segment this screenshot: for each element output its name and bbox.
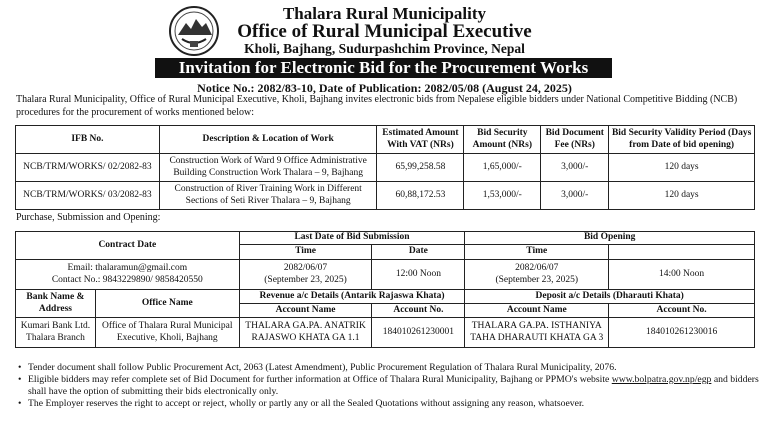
submission-date-bs: 2082/06/07 [283, 263, 328, 273]
revenue-header: Revenue a/c Details (Antarik Rajaswa Khata) [239, 290, 465, 304]
office-name-header: Office Name [95, 290, 239, 318]
deposit-header: Deposit a/c Details (Dharauti Khata) [465, 290, 755, 304]
ifb-no: NCB/TRM/WORKS/ 02/2082-83 [16, 154, 160, 182]
bid-security: 1,65,000/- [464, 154, 541, 182]
opening-date [465, 260, 609, 290]
work-description: Construction Work of Ward 9 Office Administrative Building Construction Work Thalara – 9, Bajhang [159, 154, 377, 182]
note-text: Eligible bidders may refer complete set of Bid Document for further information at Office of Thalara Rural Municipality, Bajhang or PPMO's website [28, 374, 610, 385]
contact-phone: Contact No.: 9843229890/ 9858420550 [51, 274, 203, 285]
office-name: Office of Rural Municipal Executive [237, 21, 532, 42]
last-date-header: Last Date of Bid Submission [239, 232, 465, 245]
intro-paragraph: Thalara Rural Municipality, Office of Rural Municipal Executive, Kholi, Bajhang invites electronic bids from Nepalese eligible bidders under National Competitive Bidding (NCB) procedures for the procurement of works mentioned below: [16, 94, 738, 118]
rev-account-no: 184010261230001 [372, 318, 465, 348]
list-item: • The Employer reserves the right to accept or reject, wholly or partly any or all the Sealed Quotations without assigning any reason, whatsoever. [16, 398, 761, 410]
validity: 120 days [609, 154, 755, 182]
opening-date-ad: (September 23, 2025) [495, 274, 579, 285]
col-ifb-no: IFB No. [16, 126, 160, 154]
contact-email: Email: thalaramun@gmail.com [67, 263, 188, 273]
estimated-amount: 65,99,258.58 [377, 154, 464, 182]
submission-date [239, 260, 372, 290]
list-item [16, 374, 761, 398]
bank-name-header: Bank Name & Address [16, 290, 96, 318]
rev-account-no-header: Account No. [372, 304, 465, 318]
time-header: Time [239, 245, 372, 260]
col-description: Description & Location of Work [159, 126, 377, 154]
opening-blank-header [609, 245, 755, 260]
opening-time-header: Time [465, 245, 609, 260]
note-text: and bidders shall have the option of submitting their bids electronically only. [28, 374, 759, 397]
bid-opening-header: Bid Opening [465, 232, 755, 245]
contract-date-header: Contract Date [16, 232, 240, 260]
col-validity: Bid Security Validity Period (Days from Date of bid opening) [609, 126, 755, 154]
table-row [16, 154, 755, 182]
office-address: Kholi, Bajhang, Sudurpashchim Province, Nepal [244, 41, 525, 56]
bolpatra-link[interactable]: www.bolpatra.gov.np/egp [611, 374, 712, 385]
works-table [15, 125, 755, 210]
notice-number: Notice No.: 2082/83-10, Date of Publication: 2082/05/08 (August 24, 2025) [197, 81, 572, 95]
dep-account-name-header: Account Name [465, 304, 609, 318]
doc-fee: 3,000/- [541, 182, 609, 210]
dep-account-no: 184010261230016 [609, 318, 755, 348]
section-label: Purchase, Submission and Opening: [16, 212, 161, 223]
works-table-header [16, 126, 755, 154]
col-estimated-amount: Estimated Amount With VAT (NRs) [377, 126, 464, 154]
schedule-table [15, 231, 755, 348]
work-description: Construction of River Training Work in Different Sections of Seti River Thalara – 9, Bajhang [159, 182, 377, 210]
dep-account-name: THALARA GA.PA. ISTHANIYA TAHA DHARAUTI KHATA GA 3 [465, 318, 609, 348]
bank-name: Kumari Bank Ltd. Thalara Branch [16, 318, 96, 348]
notes-list [16, 362, 761, 410]
table-row [16, 182, 755, 210]
rev-account-name-header: Account Name [239, 304, 372, 318]
date-header: Date [372, 245, 465, 260]
rev-account-name: THALARA GA.PA. ANATRIK RAJASWO KHATA GA 1.1 [239, 318, 372, 348]
opening-time: 14:00 Noon [609, 260, 755, 290]
doc-fee: 3,000/- [541, 154, 609, 182]
notice-title-banner: Invitation for Electronic Bid for the Procurement Works [155, 58, 612, 78]
submission-time: 12:00 Noon [372, 260, 465, 290]
estimated-amount: 60,88,172.53 [377, 182, 464, 210]
opening-date-bs: 2082/06/07 [515, 263, 559, 273]
validity: 120 days [609, 182, 755, 210]
list-item: • Tender document shall follow Public Procurement Act, 2063 (Latest Amendment), Public Procurement Regulation of Thalara Rural Municipality, 2076. [16, 362, 761, 374]
contact-info [16, 260, 240, 290]
submission-date-ad: (September 23, 2025) [264, 274, 347, 285]
dep-account-no-header: Account No. [609, 304, 755, 318]
office-name-cell: Office of Thalara Rural Municipal Executive, Kholi, Bajhang [95, 318, 239, 348]
ifb-no: NCB/TRM/WORKS/ 03/2082-83 [16, 182, 160, 210]
col-bid-security: Bid Security Amount (NRs) [464, 126, 541, 154]
col-doc-fee: Bid Document Fee (NRs) [541, 126, 609, 154]
bid-security: 1,53,000/- [464, 182, 541, 210]
municipality-name: Thalara Rural Municipality [282, 4, 487, 23]
